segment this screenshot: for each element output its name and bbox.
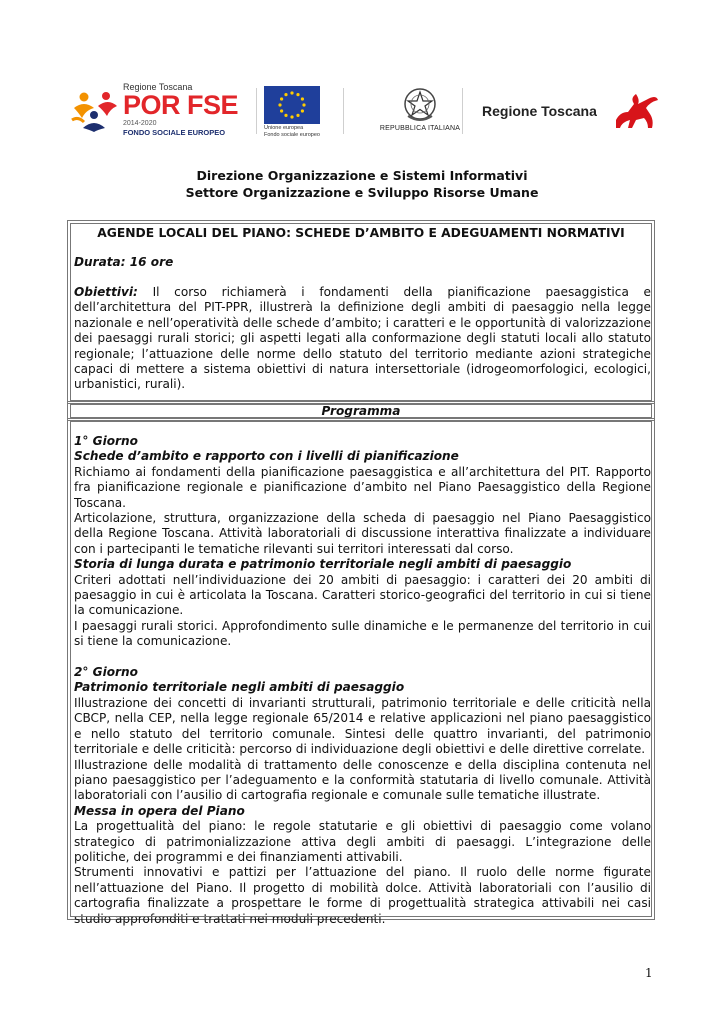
course-box [67,220,655,404]
day-2-label: 2° Giorno [74,665,138,680]
eu-logo [264,86,328,136]
logo-divider [256,88,257,134]
day-1-section-1-paragraph: Articolazione, struttura, organizzazione della scheda di paesaggio nel Piano Paesaggistico della Regione Toscana. Attività laboratoriali di discussione interattiva finalizzate a individuare con i partecipanti le tematiche rilevanti sui territori interessati dal corso. [74,511,651,556]
logo-divider [462,88,463,134]
day-2-section-1-title: Patrimonio territoriale negli ambiti di paesaggio [74,680,405,695]
program-body-box [67,418,655,926]
organization-line-2: Settore Organizzazione e Sviluppo Risorse Umane [185,185,539,200]
day-1-section-2-paragraph: Criteri adottati nell’individuazione dei 20 ambiti di paesaggio: i caratteri dei 20 ambiti di paesaggio in cui è articolata la Toscana. Caratteri storico-geografici del territorio in cui si tiene la comunicazione. [74,572,651,618]
eu-flag-icon [264,86,320,124]
eu-caption-2: Fondo sociale europeo [264,132,320,138]
por-title-text: POR FSE [123,90,239,120]
por-fse-people-icon [70,88,122,132]
day-1-label: 1° Giorno [74,434,138,448]
eu-caption-1: Unione europea [264,125,304,131]
day-2-section-2-paragraph: Strumenti innovativi e pattizi per l’attuazione del piano. Il ruolo delle norme figurate nell’attuazione del Piano. Il progetto di mobilità dolce. Attività laboratoriali con l’ausilio di cartografia finalizzate a prospettare le forme di progettualità strategica attivabili nei casi studio approfonditi e trattati nei moduli precedenti. [74,865,651,926]
day-1-section-2-paragraph: I paesaggi rurali storici. Approfondimento sulle dinamiche e le permanenze del territorio in cui si tiene la comunicazione. [74,618,651,649]
pegasus-icon [610,90,660,132]
course-duration: Durata: 16 ore [74,255,174,269]
repubblica-logo [370,86,470,138]
organization-line-1: Direzione Organizzazione e Sistemi Informativi [196,168,528,183]
por-fund-text: FONDO SOCIALE EUROPEO [123,128,226,137]
logo-strip [70,82,660,138]
regione-toscana-logo [482,90,660,132]
objectives-text: Il corso richiamerà i fondamenti della pianificazione paesaggistica e dell’architettura del PIT-PPR, illustrerà la definizione degli ambiti di paesaggio nella legge nazionale e nell’operatività delle schede d’ambito; i caratteri e le opportunità di valorizzazione dei paesaggi rurali storici; gli aspetti legati alla conformazione degli statuti locali allo statuto regionale; l’attuazione delle norme dello statuto del territorio mediante azioni strategiche capaci di mettere a sistema obiettivi di natura intersettoriale (idrogeomorfologici, ecologici, urbanistici, rurali). [74,285,651,392]
program-title: Programma [321,404,401,418]
day-2-section-2-paragraph: La progettualità del piano: le regole statutarie e gli obiettivi di paesaggio come volano strategico di patrimonializzazione attiva degli ambiti di paesaggi. L’integrazione delle politiche, dei programmi e dei finanziamenti attivabili. [74,819,651,864]
day-2-section-1-paragraph: Illustrazione dei concetti di invarianti strutturali, patrimonio territoriale e delle criticità nella CBCP, nella CEP, nella legge regionale 65/2014 e relative applicazioni nel piano paesaggistico e nello statuto del territorio comunale. Sintesi delle quattro invarianti, del patrimonio territoriale e delle criticità: percorso di individuazione degli obiettivi e delle direttive correlate. [74,695,651,757]
day-1-section-1-paragraph: Richiamo ai fondamenti della pianificazione paesaggistica e all’architettura del PIT. Rapporto fra pianificazione regionale e pianificazione d’ambito nel Piano Paesaggistico della Regione Toscana. [74,464,651,510]
day-2-section-2-title: Messa in opera del Piano [74,803,245,818]
page-number: 1 [645,966,653,980]
course-title: AGENDE LOCALI DEL PIANO: SCHEDE D’AMBITO E ADEGUAMENTI NORMATIVI [97,226,625,240]
day-1-section-1-title: Schede d’ambito e rapporto con i livelli di pianificazione [74,449,459,464]
por-fse-logo [70,82,255,138]
por-region-text: Regione Toscana [123,82,193,92]
republic-caption: REPUBBLICA ITALIANA [379,125,461,132]
italian-emblem-icon [400,86,440,124]
regione-toscana-text: Regione Toscana [482,103,597,119]
objectives-label: Obiettivi: [74,285,138,299]
day-1-section-2-title: Storia di lunga durata e patrimonio territoriale negli ambiti di paesaggio [74,557,572,572]
logo-divider [343,88,344,134]
por-years-text: 2014-2020 [123,120,157,127]
course-objectives [74,285,651,393]
spacer [74,650,651,665]
program-content [74,434,651,927]
day-2-section-1-paragraph: Illustrazione delle modalità di trattamento delle conoscenze e della disciplina contenuta nel piano paesaggistico per l’adeguamento e la conformità statutaria di livello comunale. Attività laboratoriali con l’ausilio di cartografia regionale e comunale sulle tematiche illustrate. [74,757,651,803]
organization-header [0,167,724,201]
